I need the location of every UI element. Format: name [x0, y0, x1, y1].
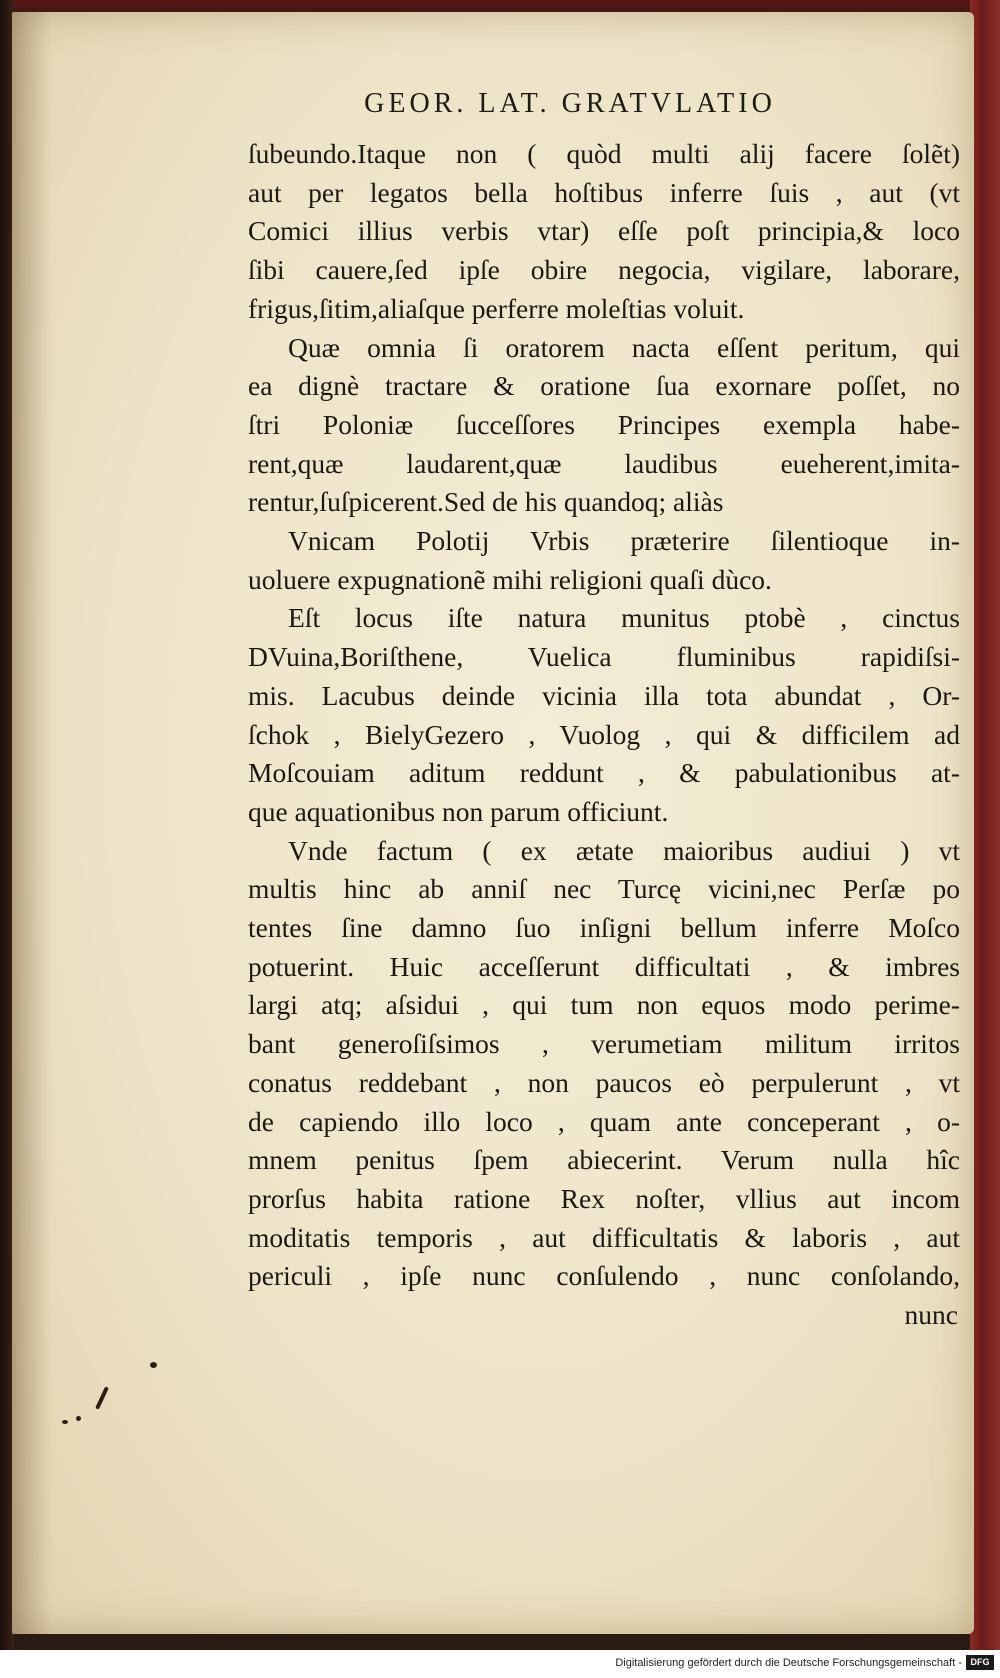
text-line: periculi , ipſe nunc conſulendo , nunc conſolando,: [248, 1260, 960, 1292]
text-line: ea dignè tractare & oratione ſua exornare poſſet, no: [248, 370, 960, 402]
text-line: conatus reddebant , non paucos eò perpulerunt , vt: [248, 1066, 960, 1098]
text-line: ſtri Poloniæ ſucceſſores Principes exempla habe-: [248, 408, 960, 440]
text-line: Quæ omnia ſi oratorem nacta eſſent peritum, qui: [288, 331, 960, 363]
body-text: [248, 135, 960, 1335]
ink-smudge: [76, 1416, 81, 1421]
text-line: bant generoſiſsimos , verumetiam militum irritos: [248, 1028, 960, 1060]
funding-credit: Digitalisierung gefördert durch die Deutsche Forschungsgemeinschaft -: [615, 1657, 962, 1669]
text-line: multis hinc ab anniſ nec Turcę vicini,nec Perſæ po: [248, 873, 960, 905]
text-line: DVuina,Boriſthene, Vuelica fluminibus rapidiſsi-: [248, 641, 960, 673]
text-line: aut per legatos bella hoſtibus inferre ſuis , aut (vt: [248, 176, 960, 208]
text-line: ſibi cauere,ſed ipſe obire negocia, vigilare, laborare,: [248, 254, 960, 286]
text-line: ſubeundo.Itaque non ( quòd multi alij facere ſolẽt): [248, 138, 960, 169]
text-line: Moſcouiam aditum reddunt , & pabulationibus at-: [248, 757, 960, 789]
text-line: rentur,ſuſpicerent.Sed de his quandoq; aliàs: [248, 486, 724, 518]
text-line: que aquationibus non parum officiunt.: [248, 795, 669, 827]
footer-bar: [0, 1650, 1000, 1678]
text-line: ſchok , BielyGezero , Vuolog , qui & difficilem ad: [248, 718, 960, 750]
catchword: nunc: [904, 1299, 958, 1331]
text-line: rent,quæ laudarent,quæ laudibus eueherent,imita-: [248, 447, 960, 479]
text-line: moditatis temporis , aut difficultatis & laboris , aut: [248, 1221, 960, 1253]
running-header: GEOR. LAT. GRATVLATIO: [364, 88, 776, 119]
text-line: potuerint. Huic acceſſerunt difficultati , & imbres: [248, 950, 960, 982]
book-fore-edge: [970, 0, 1000, 1650]
text-line: tentes ſine damno ſuo inſigni bellum inferre Moſco: [248, 912, 960, 944]
text-line: uoluere expugnationẽ mihi religioni quaſi dùco.: [248, 563, 772, 595]
ink-smudge: [150, 1362, 157, 1368]
text-line: largi atq; aſsidui , qui tum non equos modo perime-: [248, 989, 960, 1021]
text-line: de capiendo illo loco , quam ante conceperant , o-: [248, 1105, 960, 1137]
text-line: mnem penitus ſpem abiecerint. Verum nulla hîc: [248, 1144, 960, 1176]
dfg-logo-icon: DFG: [966, 1655, 994, 1670]
text-line: frigus,ſitim,aliaſque perferre moleſtias voluit.: [248, 292, 745, 324]
gutter-shadow: [12, 12, 52, 1634]
text-line: prorſus habita ratione Rex noſter, vllius aut incom: [248, 1182, 960, 1214]
text-line: mis. Lacubus deinde vicinia illa tota abundat , Or-: [248, 679, 960, 711]
text-line: Eſt locus iſte natura munitus ptobè , cinctus: [288, 602, 960, 634]
ink-smudge: [62, 1420, 68, 1424]
text-line: Vnde factum ( ex ætate maioribus audiui ) vt: [288, 834, 960, 866]
text-line: Vnicam Polotij Vrbis præterire ſilentioque in-: [288, 525, 960, 557]
text-line: Comici illius verbis vtar) eſſe poſt principia,& loco: [248, 215, 960, 247]
